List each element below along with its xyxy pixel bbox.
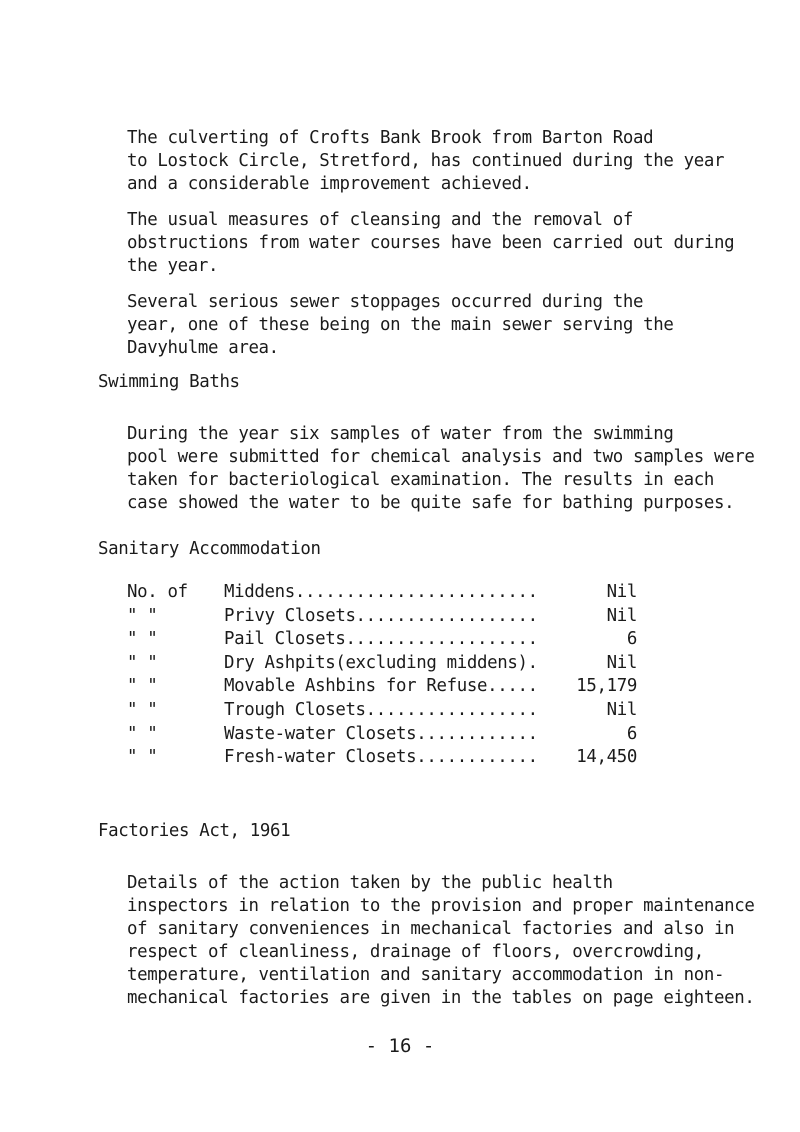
row-prefix: " " bbox=[127, 605, 158, 626]
row-prefix: " " bbox=[127, 723, 158, 744]
row-label: Trough Closets................. bbox=[224, 699, 538, 720]
row-label: Pail Closets................... bbox=[224, 629, 538, 650]
factories-act-paragraph: Details of the action taken by the public health inspectors in relation to the provision and proper maintenance of sanitary conveniences in mechanical factories and also in respect of cleanliness, drainage of floors, overcrowding, temperature, ventilation and sanitary accommodation in non- mechanical factories are given in the tables on page eighteen. bbox=[127, 873, 755, 1008]
row-value: Nil bbox=[606, 699, 637, 720]
row-prefix: " " bbox=[127, 699, 158, 720]
table-row bbox=[127, 605, 637, 629]
row-prefix: " " bbox=[127, 629, 158, 650]
row-value: 6 bbox=[626, 629, 637, 650]
table-row bbox=[127, 723, 637, 747]
culverting-paragraph: The culverting of Crofts Bank Brook from Barton Road to Lostock Circle, Stretford, has continued during the year and a considerable improvement achieved. bbox=[127, 128, 725, 194]
swimming-baths-paragraph: During the year six samples of water from the swimming pool were submitted for chemical analysis and two samples were taken for bacteriological examination. The results in each case showed the water to be quite safe for bathing purposes. bbox=[127, 424, 755, 513]
row-value: Nil bbox=[606, 605, 637, 626]
swimming-baths-heading: Swimming Baths bbox=[98, 372, 240, 392]
row-label: Middens........................ bbox=[224, 582, 538, 602]
row-label: Dry Ashpits(excluding middens). bbox=[224, 652, 538, 673]
table-row bbox=[127, 652, 637, 676]
table-row bbox=[127, 581, 637, 605]
page-number: - 16 - bbox=[365, 1035, 435, 1057]
row-prefix: " " bbox=[127, 676, 158, 697]
row-label: Privy Closets.................. bbox=[224, 605, 538, 626]
row-label: Movable Ashbins for Refuse..... bbox=[224, 676, 538, 697]
row-label: Fresh-water Closets............ bbox=[224, 747, 538, 768]
sewer-stoppages-paragraph: Several serious sewer stoppages occurred during the year, one of these being on the main sewer serving the Davyhulme area. bbox=[127, 292, 674, 358]
row-value: Nil bbox=[606, 652, 637, 673]
table-row bbox=[127, 699, 637, 723]
sanitary-accommodation-heading: Sanitary Accommodation bbox=[98, 539, 321, 559]
row-prefix: " " bbox=[127, 652, 158, 673]
row-prefix: " " bbox=[127, 747, 158, 768]
row-label: Waste-water Closets............ bbox=[224, 723, 538, 744]
table-row bbox=[127, 628, 637, 652]
row-value: 6 bbox=[626, 723, 637, 744]
row-value: 14,450 bbox=[576, 747, 637, 768]
table-row bbox=[127, 746, 637, 770]
table-row bbox=[127, 675, 637, 699]
row-prefix: No. of bbox=[127, 582, 188, 602]
row-value: 15,179 bbox=[576, 676, 637, 697]
cleansing-paragraph: The usual measures of cleansing and the removal of obstructions from water courses have been carried out during the year. bbox=[127, 210, 735, 276]
row-value: Nil bbox=[606, 582, 637, 602]
factories-act-heading: Factories Act, 1961 bbox=[98, 821, 291, 841]
sanitary-accommodation-table bbox=[127, 581, 637, 770]
